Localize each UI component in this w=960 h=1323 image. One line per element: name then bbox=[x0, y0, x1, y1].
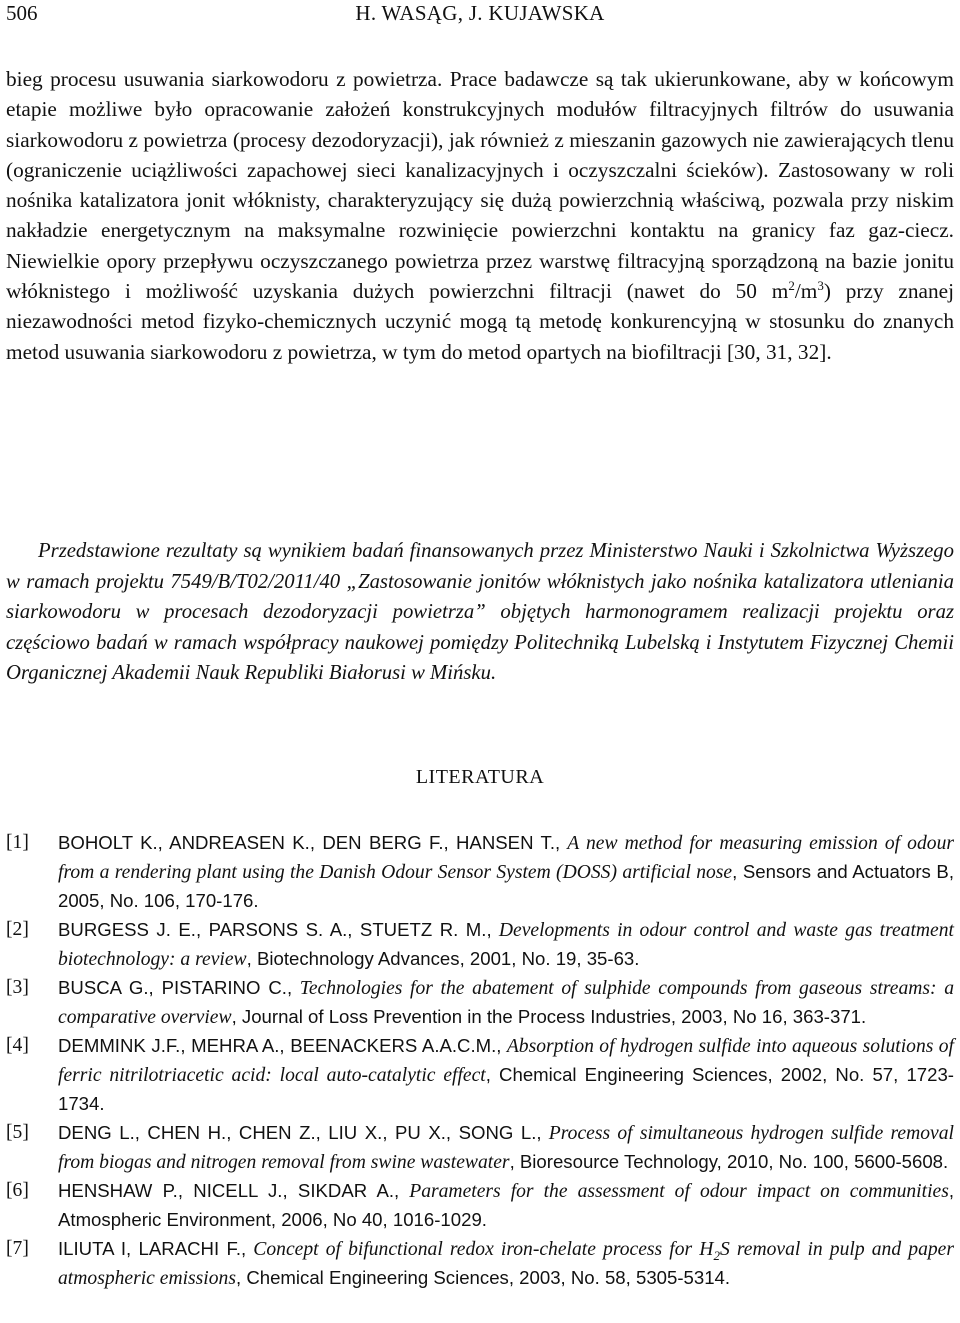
literature-heading: LITERATURA bbox=[415, 766, 545, 788]
reference-title-part-2: S removal in pulp and paper atmospheric emissions bbox=[58, 1239, 954, 1289]
reference-item-2 bbox=[6, 916, 954, 974]
reference-authors: DEMMINK J.F., MEHRA A., BEENACKERS A.A.C.M., bbox=[58, 1035, 502, 1056]
reference-item-6 bbox=[6, 1177, 954, 1235]
reference-item-1 bbox=[6, 829, 954, 916]
reference-title: Developments in odour control and waste gas treatment biotechnology: a review bbox=[58, 920, 954, 970]
body-paragraph bbox=[6, 64, 954, 367]
acknowledgement-paragraph: Przedstawione rezultaty są wynikiem badań finansowanych przez Ministerstwo Nauki i Szkolnictwa Wyższego w ramach projektu 7549/B/T02/2011/40 „Zastosowanie jonitów włóknistych jako nośnika katalizatora utleniania siarkowodoru w procesach dezodoryzacji powietrza” objętych harmonogramem realizacji projektu oraz częściowo badań w ramach współpracy naukowej pomiędzy Politechniką Lubelską i Instytutem Fizycznej Chemii Organicznej Akademii Nauk Republiki Białorusi w Mińsku. bbox=[6, 540, 954, 684]
reference-title: A new method for measuring emission of odour from a rendering plant using the Danish Odour Sensor System (DOSS) artificial nose bbox=[58, 833, 954, 883]
reference-number: [1] bbox=[6, 832, 29, 853]
reference-authors: BUSCA G., PISTARINO C., bbox=[58, 977, 293, 998]
reference-number: [5] bbox=[6, 1122, 29, 1143]
reference-title: Process of simultaneous hydrogen sulfide removal from biogas and nitrogen removal from swine wastewater bbox=[58, 1123, 954, 1173]
reference-number: [2] bbox=[6, 919, 29, 940]
reference-venue: , Bioresource Technology, 2010, No. 100, 5600-5608. bbox=[509, 1151, 949, 1172]
reference-number: [6] bbox=[6, 1180, 29, 1201]
running-head-authors: H. WASĄG, J. KUJAWSKA bbox=[355, 1, 605, 25]
reference-number: [3] bbox=[6, 977, 29, 998]
reference-venue: , Biotechnology Advances, 2001, No. 19, 35-63. bbox=[246, 948, 640, 969]
reference-item-4 bbox=[6, 1032, 954, 1119]
reference-item-3 bbox=[6, 974, 954, 1032]
reference-venue: , Chemical Engineering Sciences, 2002, No. 57, 1723-1734. bbox=[58, 1064, 954, 1114]
page-number: 506 bbox=[6, 1, 38, 25]
reference-title-part-1: Concept of bifunctional redox iron-chelate process for H bbox=[253, 1239, 714, 1260]
reference-list bbox=[6, 829, 954, 1293]
reference-item-5 bbox=[6, 1119, 954, 1177]
superscript-2: 2 bbox=[788, 277, 795, 293]
reference-title: Absorption of hydrogen sulfide into aqueous solutions of ferric nitrilotriacetic acid: local auto-catalytic effect bbox=[58, 1036, 954, 1086]
body-text-unit: /m bbox=[794, 279, 818, 304]
reference-authors: BURGESS J. E., PARSONS S. A., STUETZ R. M., bbox=[58, 919, 492, 940]
reference-title: Technologies for the abatement of sulphide compounds from gaseous streams: a comparative overview bbox=[58, 978, 954, 1028]
subscript-2: 2 bbox=[713, 1247, 720, 1263]
reference-venue: , Sensors and Actuators B, 2005, No. 106, 170-176. bbox=[58, 861, 954, 911]
reference-venue: , Atmospheric Environment, 2006, No 40, 1016-1029. bbox=[58, 1180, 955, 1230]
running-head bbox=[6, 0, 954, 28]
reference-authors: ILIUTA I, LARACHI F., bbox=[58, 1238, 247, 1259]
reference-authors: DENG L., CHEN H., CHEN Z., LIU X., PU X., SONG L., bbox=[58, 1122, 542, 1143]
reference-item-7 bbox=[6, 1235, 954, 1293]
superscript-3: 3 bbox=[817, 277, 824, 293]
reference-title: Parameters for the assessment of odour impact on communities bbox=[409, 1181, 949, 1202]
reference-venue: , Chemical Engineering Sciences, 2003, No. 58, 5305-5314. bbox=[235, 1267, 731, 1288]
reference-authors: BOHOLT K., ANDREASEN K., DEN BERG F., HANSEN T., bbox=[58, 832, 561, 853]
reference-number: [4] bbox=[6, 1035, 29, 1056]
reference-number: [7] bbox=[6, 1238, 29, 1259]
reference-authors: HENSHAW P., NICELL J., SIKDAR A., bbox=[58, 1180, 400, 1201]
reference-venue: , Journal of Loss Prevention in the Process Industries, 2003, No 16, 363-371. bbox=[231, 1006, 867, 1027]
body-text-part-2: ) przy znanej niezawodności metod fizyko-chemicznych uczynić mogą tą metodę konkurencyjną w stosunku do znanych metod usuwania siarkowodoru z powietrza, w tym do metod opartych na biofiltracji [30, 31, 32]. bbox=[6, 279, 955, 364]
body-text-part-1: bieg procesu usuwania siarkowodoru z powietrza. Prace badawcze są tak ukierunkowane, aby w końcowym etapie możliwe było opracowanie założeń konstrukcyjnych modułów filtracyjnych filtrów do usuwania siarkowodoru z powietrza (procesy dezodoryzacji), jak również z mieszanin gazowych nie zawierających tlenu (ograniczenie uciążliwości zapachowej sieci kanalizacyjnych i oczyszczalni ścieków). Zastosowany w roli nośnika katalizatora jonit włóknisty, charakteryzujący się dużą powierzchnią właściwą, pozwala przy niskim nakładzie energetycznym na maksymalne rozwinięcie powierzchni kontaktu na granicy faz gaz-ciecz. Niewielkie opory przepływu oczyszczanego powietrza przez warstwę filtracyjną sporządzoną na bazie jonitu włóknistego i możliwość uzyskania dużych powierzchni filtracji (nawet do 50 m bbox=[6, 67, 954, 304]
